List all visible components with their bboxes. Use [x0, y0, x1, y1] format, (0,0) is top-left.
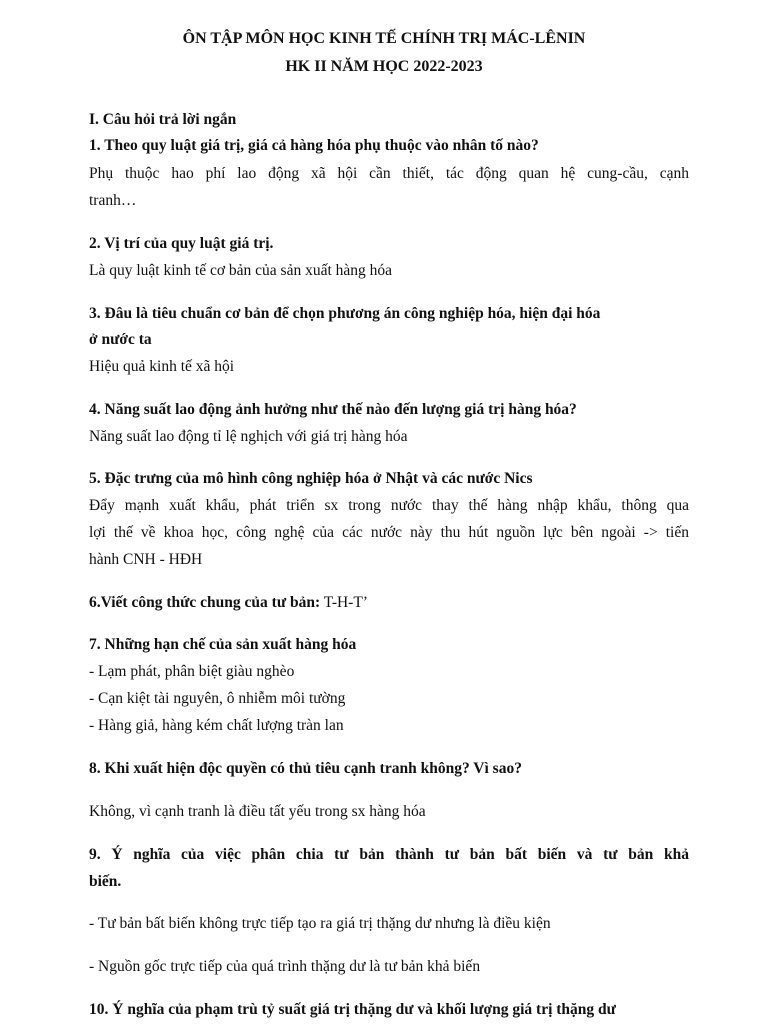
document-subtitle: HK II NĂM HỌC 2022-2023	[285, 58, 483, 75]
answer-8: Không, vì cạnh tranh là điều tất yếu trong sx hàng hóa	[89, 803, 426, 820]
section-heading: I. Câu hỏi trả lời ngắn	[89, 111, 237, 128]
answer-6: T-H-T’	[323, 594, 368, 611]
answer-4: Năng suất lao động tỉ lệ nghịch với giá trị hàng hóa	[89, 428, 408, 445]
answer-1-line-2: tranh…	[89, 192, 137, 209]
question-6: 6.Viết công thức chung của tư bản:	[89, 594, 321, 611]
question-5: 5. Đặc trưng của mô hình công nghiệp hóa ở Nhật và các nước Nics	[89, 470, 533, 487]
answer-5-line-2: lợi thế về khoa học, công nghệ của các nước này thu hút nguồn lực bên ngoài -> tiến	[89, 524, 689, 541]
answer-9-2: - Nguồn gốc trực tiếp của quá trình thặng dư là tư bản khả biến	[89, 958, 481, 975]
question-4: 4. Năng suất lao động ảnh hưởng như thế nào đến lượng giá trị hàng hóa?	[89, 401, 577, 418]
question-6-row	[89, 593, 368, 613]
answer-5-line-3: hành CNH - HĐH	[89, 551, 203, 568]
answer-2: Là quy luật kinh tế cơ bản của sản xuất hàng hóa	[89, 262, 393, 279]
question-9-line-1: 9. Ý nghĩa của việc phân chia tư bản thành tư bản bất biến và tư bản khả	[89, 846, 689, 863]
question-3-line-2: ở nước ta	[89, 331, 152, 348]
question-8: 8. Khi xuất hiện độc quyền có thủ tiêu cạnh tranh không? Vì sao?	[89, 760, 522, 777]
question-2: 2. Vị trí của quy luật giá trị.	[89, 235, 274, 252]
answer-3: Hiệu quả kinh tế xã hội	[89, 358, 235, 375]
list-item: - Hàng giả, hàng kém chất lượng tràn lan	[89, 717, 344, 734]
document-title: ÔN TẬP MÔN HỌC KINH TẾ CHÍNH TRỊ MÁC-LÊNIN	[182, 30, 586, 47]
question-10: 10. Ý nghĩa của phạm trù tỷ suất giá trị thặng dư và khối lượng giá trị thặng dư	[89, 1001, 616, 1018]
question-9-line-2: biến.	[89, 873, 122, 890]
answer-9-1: - Tư bản bất biến không trực tiếp tạo ra giá trị thặng dư nhưng là điều kiện	[89, 915, 551, 932]
question-1: 1. Theo quy luật giá trị, giá cả hàng hóa phụ thuộc vào nhân tố nào?	[89, 137, 539, 154]
question-3-line-1: 3. Đâu là tiêu chuẩn cơ bản để chọn phương án công nghiệp hóa, hiện đại hóa	[89, 305, 601, 322]
list-item: - Cạn kiệt tài nguyên, ô nhiễm môi tường	[89, 690, 346, 707]
list-item: - Lạm phát, phân biệt giàu nghèo	[89, 663, 295, 680]
answer-1-line-1: Phụ thuộc hao phí lao động xã hội cần thiết, tác động quan hệ cung-cầu, cạnh	[89, 165, 689, 182]
question-7: 7. Những hạn chế của sản xuất hàng hóa	[89, 636, 357, 653]
answer-5-line-1: Đẩy mạnh xuất khẩu, phát triển sx trong nước thay thế hàng nhập khẩu, thông qua	[89, 497, 689, 514]
